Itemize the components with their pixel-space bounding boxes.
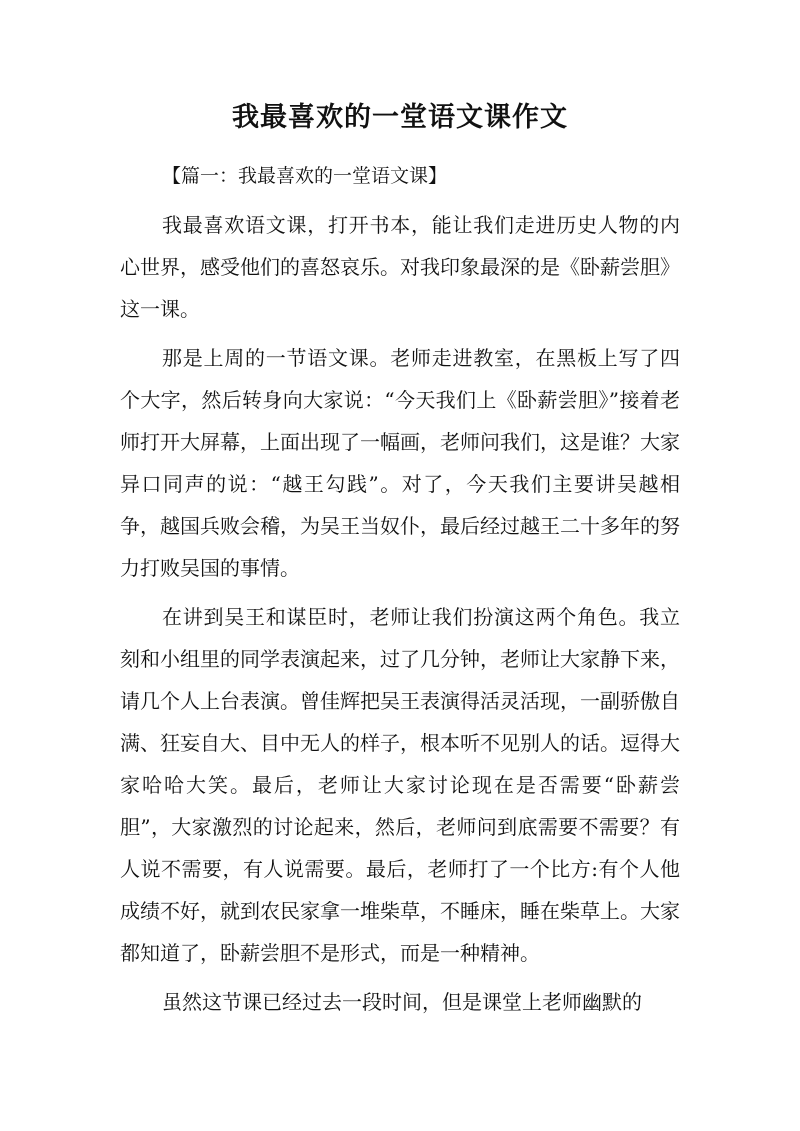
paragraph-3: 在讲到吴王和谋臣时，老师让我们扮演这两个角色。我立刻和小组里的同学表演起来，过了几分钟，老师让大家静下来，请几个人上台表演。曾佳辉把吴王表演得活灵活现，一副骄傲自满、狂妄自大、目中无人的样子，根本听不见别人的话。逗得大家哈哈大笑。最后，老师让大家讨论现在是否需要“卧薪尝胆”，大家激烈的讨论起来，然后，老师问到底需要不需要？有人说不需要，有人说需要。最后，老师打了一个比方:有个人他成绩不好，就到农民家拿一堆柴草，不睡床，睡在柴草上。大家都知道了，卧薪尝胆不是形式，而是一种精神。: [120, 605, 680, 965]
paragraph-4: 虽然这节课已经过去一段时间，但是课堂上老师幽默的: [162, 990, 642, 1014]
section-heading: 【篇一：我最喜欢的一堂语文课】: [162, 165, 448, 187]
document-title: 我最喜欢的一堂语文课作文: [232, 102, 568, 133]
document-page: [120, 98, 680, 1030]
paragraph-1: 我最喜欢语文课，打开书本，能让我们走进历史人物的内心世界，感受他们的喜怒哀乐。对我印象最深的是《卧薪尝胆》这一课。: [120, 213, 680, 321]
paragraph-2: 那是上周的一节语文课。老师走进教室，在黑板上写了四个大字，然后转身向大家说：“今天我们上《卧薪尝胆》”接着老师打开大屏幕，上面出现了一幅画，老师问我们，这是谁？大家异口同声的说：“越王勾践”。对了，今天我们主要讲吴越相争，越国兵败会稽，为吴王当奴仆，最后经过越王二十多年的努力打败吴国的事情。: [120, 346, 680, 580]
